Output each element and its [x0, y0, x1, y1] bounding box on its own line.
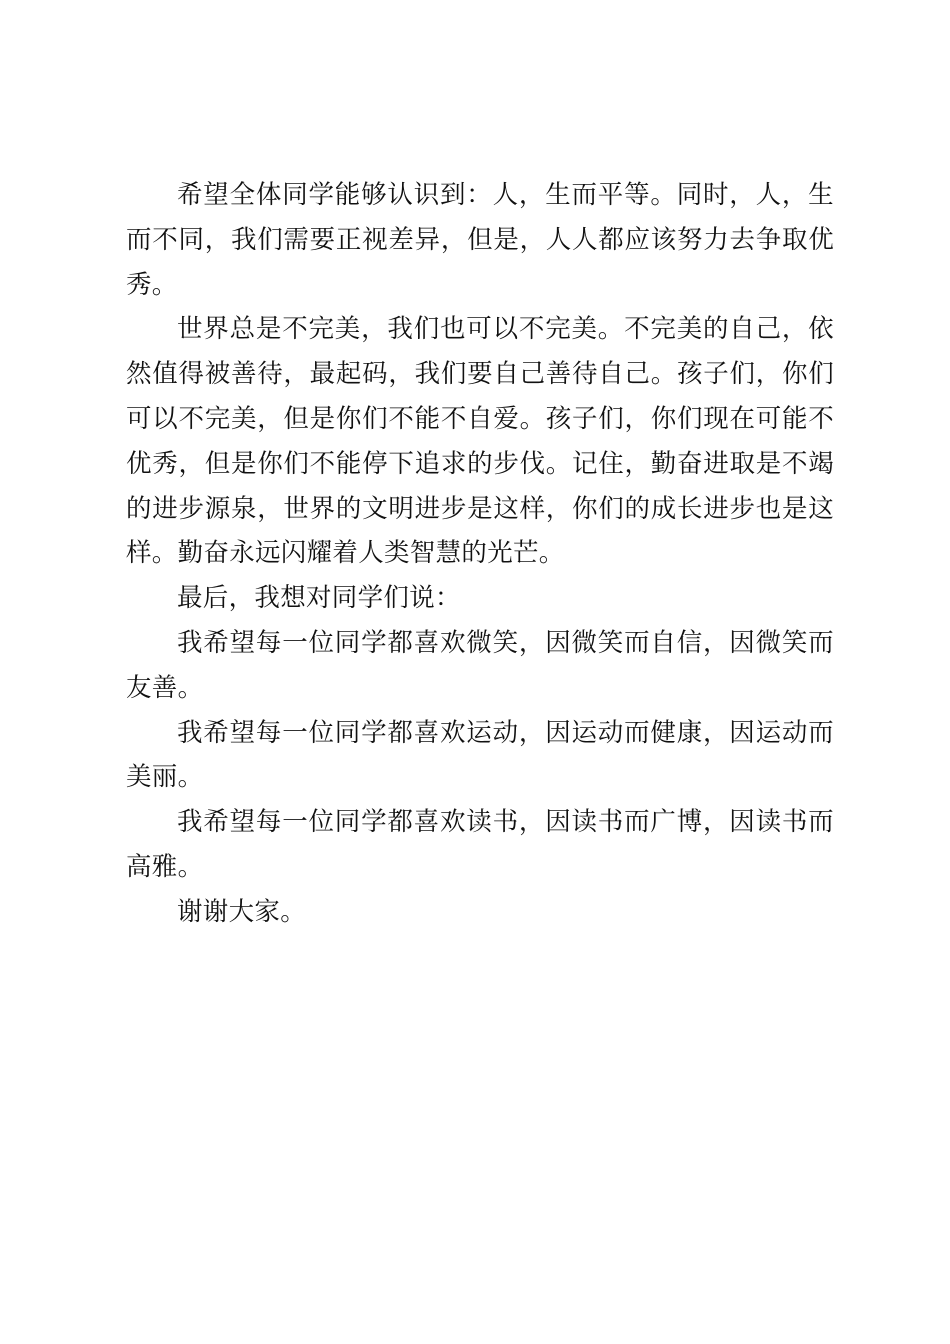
paragraph-exercise: 我希望每一位同学都喜欢运动，因运动而健康，因运动而美丽。	[126, 717, 834, 793]
paragraph-closing-intro: 最后，我想对同学们说：	[177, 583, 461, 614]
paragraph-reading: 我希望每一位同学都喜欢读书，因读书而广博，因读书而高雅。	[126, 807, 834, 882]
document-body	[126, 173, 834, 935]
paragraph-equality: 希望全体同学能够认识到：人，生而平等。同时，人，生而不同，我们需要正视差异，但是，人人都应该努力去争取优秀。	[126, 180, 834, 300]
paragraph-imperfection: 世界总是不完美，我们也可以不完美。不完美的自己，依然值得被善待，最起码，我们要自己善待自己。孩子们，你们可以不完美，但是你们不能不自爱。孩子们，你们现在可能不优秀，但是你们不能停下追求的步伐。记住，勤奋进取是不竭的进步源泉，世界的文明进步是这样，你们的成长进步也是这样。勤奋永远闪耀着人类智慧的光芒。	[126, 314, 834, 569]
paragraph-thanks: 谢谢大家。	[177, 896, 307, 927]
paragraph-smile: 我希望每一位同学都喜欢微笑，因微笑而自信，因微笑而友善。	[126, 627, 834, 703]
